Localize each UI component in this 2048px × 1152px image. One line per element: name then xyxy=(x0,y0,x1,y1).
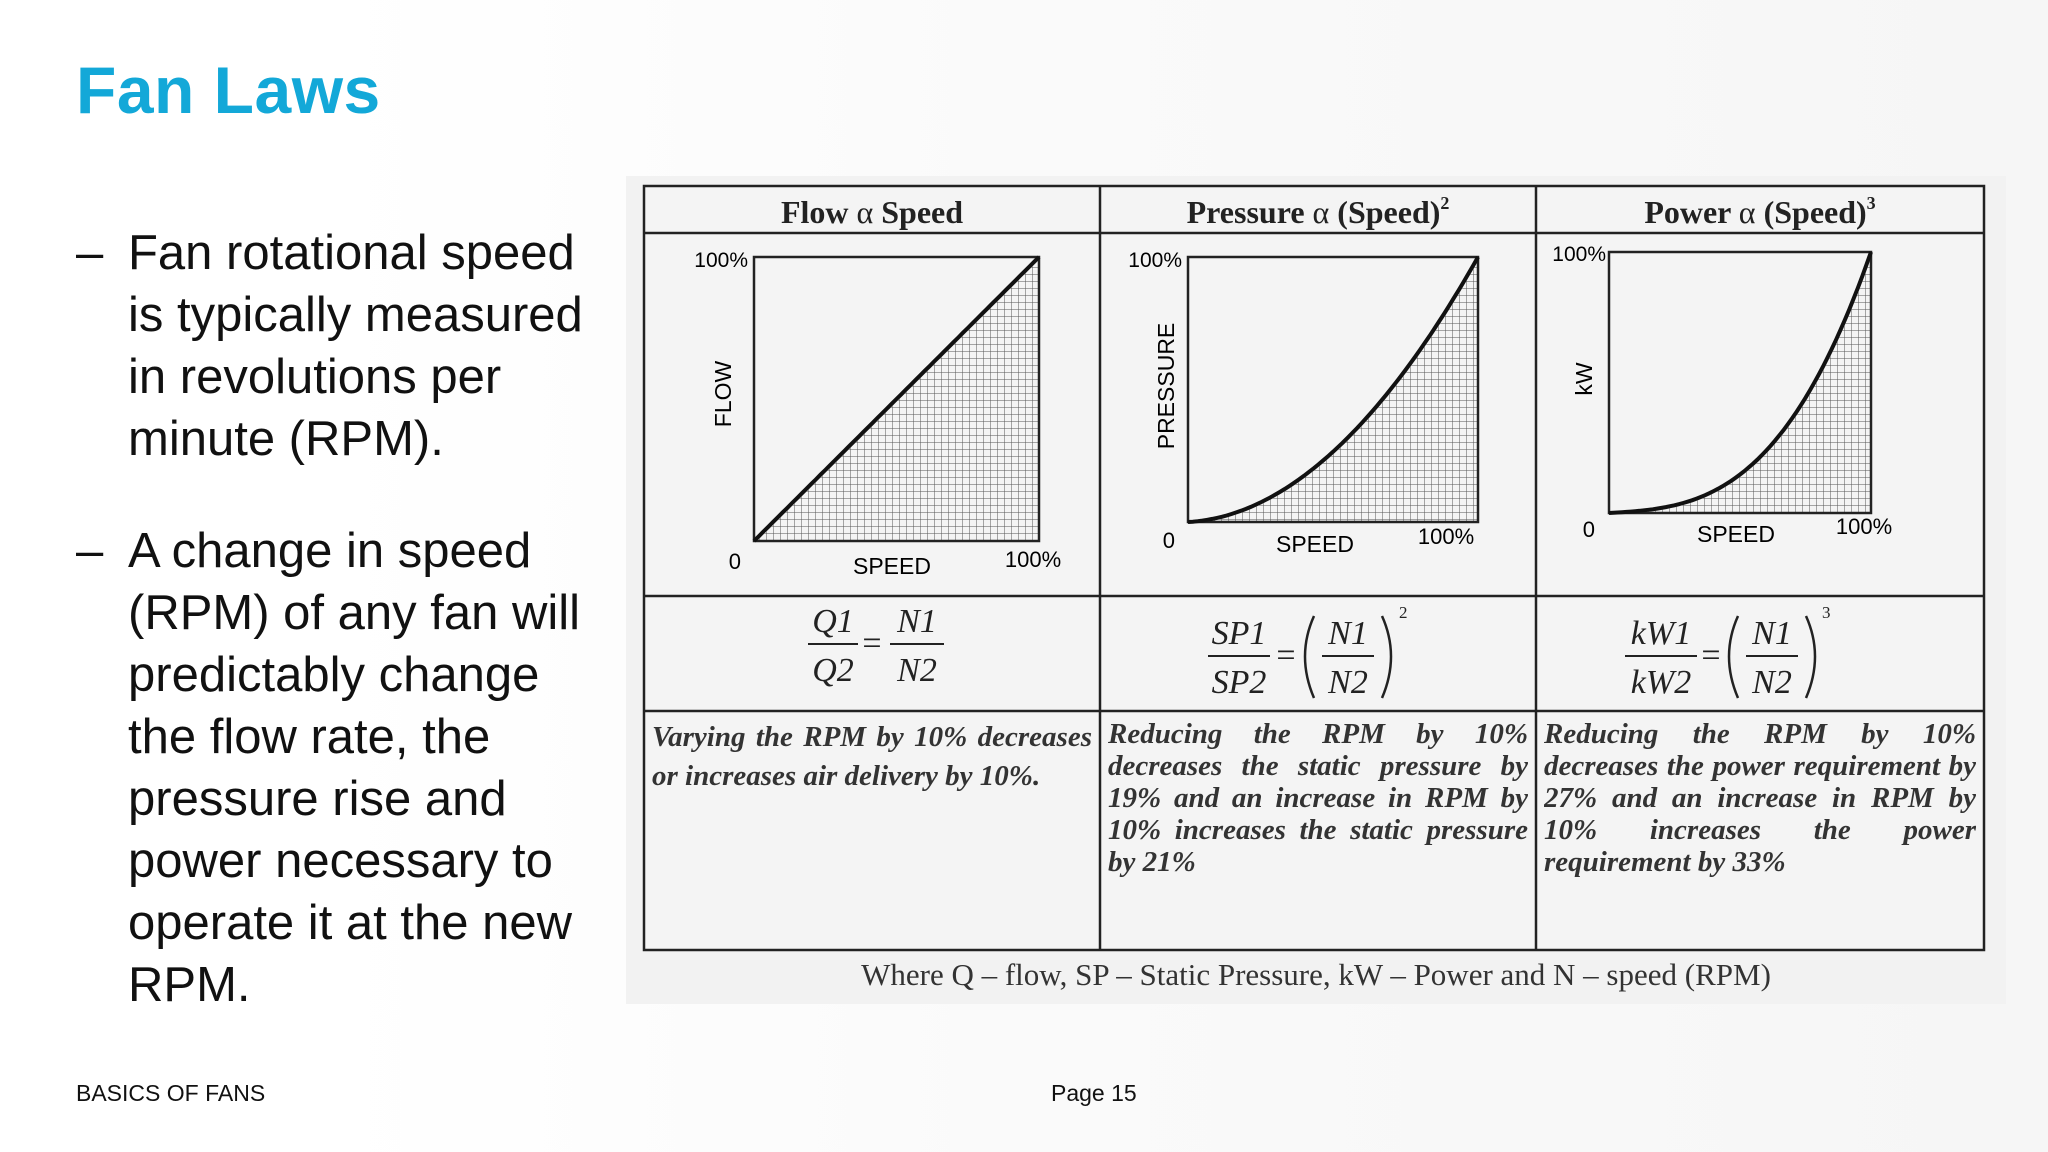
flow-x-max-label: 100% xyxy=(1004,547,1062,572)
formula-exponent: 3 xyxy=(1822,603,1831,622)
formula-exponent: 2 xyxy=(1399,603,1408,622)
figure-caption: Where Q – flow, SP – Static Pressure, kW – Power and N – speed (RPM) xyxy=(861,957,1771,992)
bullet-marker: – xyxy=(76,226,104,280)
flow-description: Varying the RPM by 10% decreases or increases air delivery by 10%. xyxy=(652,721,1092,792)
formula-denominator: kW2 xyxy=(1630,664,1692,701)
bullet-list xyxy=(76,222,621,1066)
flow-y-max-label: 100% xyxy=(694,249,748,272)
formula-denominator: N2 xyxy=(1328,664,1368,701)
bullet-text: Fan rotational speed is typically measured in revolutions per minute (RPM). xyxy=(128,226,583,466)
formula-numerator: Q1 xyxy=(812,603,854,640)
formula-denominator: N2 xyxy=(1752,664,1792,701)
power-description: Reducing the RPM by 10% decreases the power requirement by 27% and an increase in RPM by 10% increases the power requirement by 33% xyxy=(1544,718,1976,878)
formula-numerator: N1 xyxy=(1752,615,1792,652)
formula-numerator: SP1 xyxy=(1211,615,1267,652)
bullet-item xyxy=(76,222,621,470)
fan-laws-figure xyxy=(626,176,2006,1004)
formula-numerator: N1 xyxy=(1328,615,1368,652)
flow-y-axis-label: FLOW xyxy=(710,360,736,428)
power-y-axis-label: kW xyxy=(1571,362,1597,396)
formula-numerator: kW1 xyxy=(1630,615,1692,652)
equals-sign: = xyxy=(1701,637,1721,674)
bullet-item xyxy=(76,520,621,1016)
power-x-axis-label: SPEED xyxy=(1697,521,1775,547)
bullet-text: A change in speed (RPM) of any fan will predictably change the flow rate, the pressure rise and power necessary to operate it at the new RPM. xyxy=(128,524,581,1012)
power-x-max-label: 100% xyxy=(1835,514,1893,539)
pressure-x-axis-label: SPEED xyxy=(1276,531,1354,557)
formula-denominator: SP2 xyxy=(1211,664,1267,701)
pressure-x-min-label: 0 xyxy=(1162,528,1175,553)
equals-sign: = xyxy=(1276,637,1296,674)
pressure-x-max-label: 100% xyxy=(1417,524,1475,549)
equals-sign: = xyxy=(862,625,882,662)
flow-x-min-label: 0 xyxy=(728,549,741,574)
power-y-max-label: 100% xyxy=(1552,243,1606,266)
header-pressure: Pressure α (Speed)$^2$ xyxy=(1186,193,1450,230)
formula-denominator: Q2 xyxy=(812,652,854,689)
footer-course-label: BASICS OF FANS xyxy=(76,1080,266,1106)
formula-numerator: N1 xyxy=(897,603,937,640)
pressure-y-max-label: 100% xyxy=(1128,249,1182,272)
pressure-description: Reducing the RPM by 10% decreases the static pressure by 19% and an increase in RPM by 10% increases the static pressure by 21% xyxy=(1108,718,1528,878)
bullet-marker: – xyxy=(76,524,104,578)
slide-title: Fan Laws xyxy=(76,53,381,127)
flow-x-axis-label: SPEED xyxy=(853,553,931,579)
page-number: Page 15 xyxy=(1051,1080,1137,1106)
power-x-min-label: 0 xyxy=(1582,517,1595,542)
header-flow: Flow α Speed xyxy=(780,194,964,230)
header-power: Power α (Speed)$^3$ xyxy=(1644,193,1876,230)
pressure-y-axis-label: PRESSURE xyxy=(1153,322,1179,450)
fan-laws-table xyxy=(626,176,2006,1004)
formula-denominator: N2 xyxy=(897,652,937,689)
